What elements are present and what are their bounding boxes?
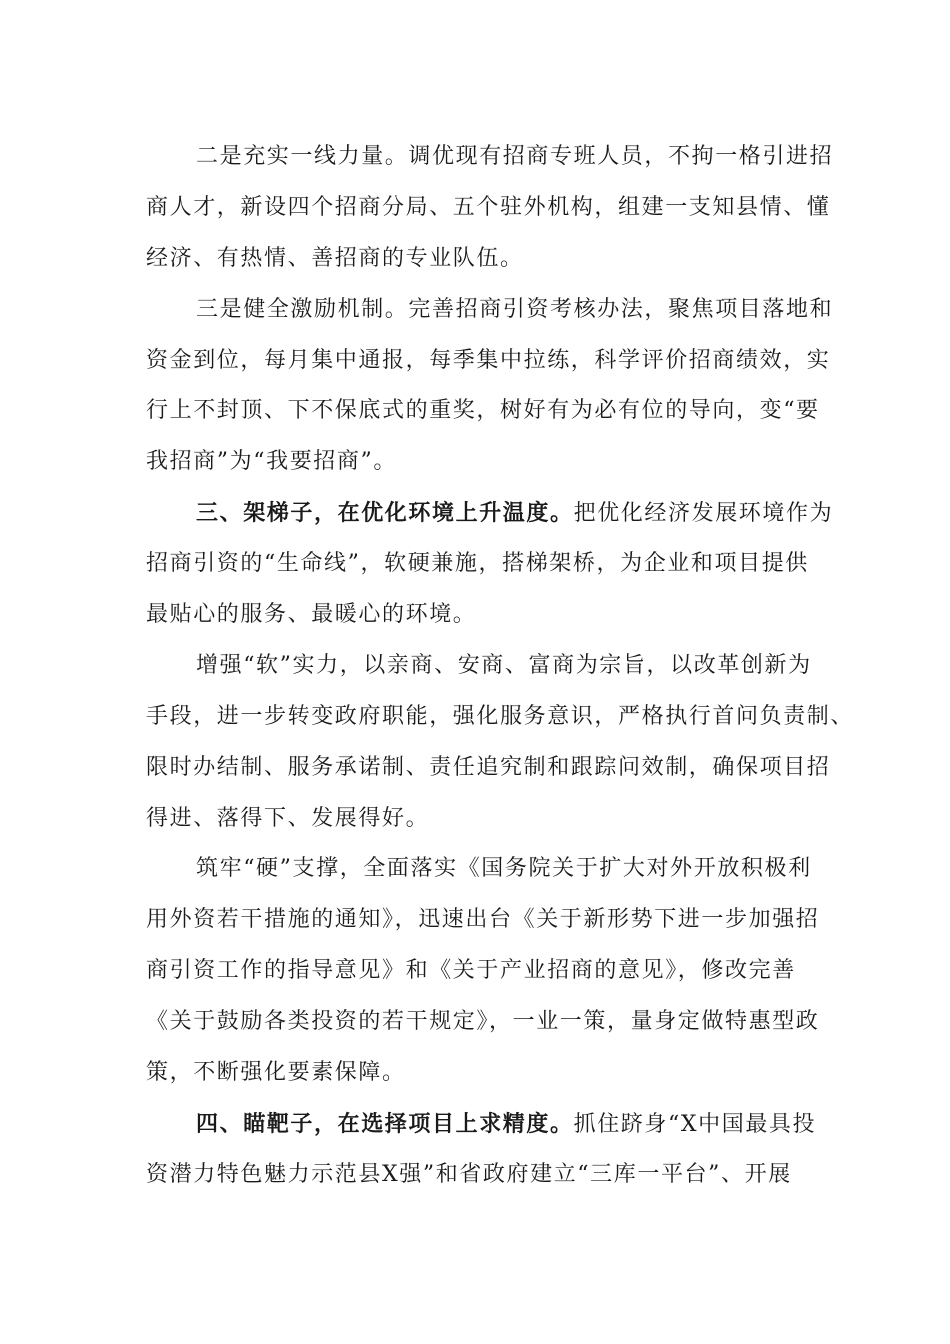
section-heading: 三、架梯子，在优化环境上升温度。 (196, 500, 574, 527)
paragraph-soft-power (146, 641, 855, 845)
heading-continuation: 把优化经济发展环境作为 (573, 501, 834, 527)
text-line: 筑牢“硬”支撑，全面落实《国务院关于扩大对外开放积极利 (196, 856, 812, 882)
text-line (146, 1099, 817, 1150)
text-line: 最贴心的服务、最暖心的环境。 (146, 602, 477, 628)
text-line (146, 488, 834, 539)
text-line: 我招商”为“我要招商”。 (146, 449, 397, 475)
document-page (146, 132, 855, 1201)
text-line: 二是充实一线力量。调优现有招商专班人员，不拘一格引进招 (196, 144, 834, 169)
paragraph-hard-support (146, 844, 820, 1098)
paragraph-strengthen-frontline (146, 132, 834, 285)
text-line: 策，不断强化要素保障。 (146, 1060, 406, 1086)
text-line: 手段，进一步转变政府职能，强化服务意识，严格执行首问负责制、 (146, 703, 855, 729)
heading-continuation: 抓住跻身“X中国最具投 (573, 1111, 817, 1137)
paragraph-optimize-environment (146, 488, 834, 641)
text-line: 资金到位，每月集中通报，每季集中拉练，科学评价招商绩效，实 (146, 347, 831, 373)
section-heading: 四、瞄靶子，在选择项目上求精度。 (196, 1110, 574, 1137)
text-line: 商人才，新设四个招商分局、五个驻外机构，组建一支知县情、懂 (146, 194, 831, 220)
text-line: 用外资若干措施的通知》，迅速出台《关于新形势下进一步加强招 (146, 907, 820, 933)
text-line: 限时办结制、服务承诺制、责任追究制和跟踪问效制，确保项目招 (146, 754, 831, 780)
text-line: 资潜力特色魅力示范县X强”和省政府建立“三库一平台”、开展 (146, 1161, 792, 1187)
text-line: 行上不封顶、下不保底式的重奖，树好有为必有位的导向，变“要 (146, 398, 820, 424)
paragraph-project-selection (146, 1099, 817, 1201)
text-line: 三是健全激励机制。完善招商引资考核办法，聚焦项目落地和 (196, 296, 834, 322)
text-line: 商引资工作的指导意见》和《关于产业招商的意见》，修改完善 (146, 958, 796, 984)
text-line: 得进、落得下、发展得好。 (146, 805, 430, 831)
paragraph-incentive-mechanism (146, 285, 834, 489)
text-line: 增强“软”实力，以亲商、安商、富商为宗旨，以改革创新为 (196, 652, 812, 678)
text-line: 《关于鼓励各类投资的若干规定》，一业一策，量身定做特惠型政 (146, 1009, 820, 1035)
text-line: 经济、有热情、善招商的专业队伍。 (146, 245, 524, 271)
text-line: 招商引资的“生命线”，软硬兼施，搭梯架桥，为企业和项目提供 (146, 551, 809, 577)
